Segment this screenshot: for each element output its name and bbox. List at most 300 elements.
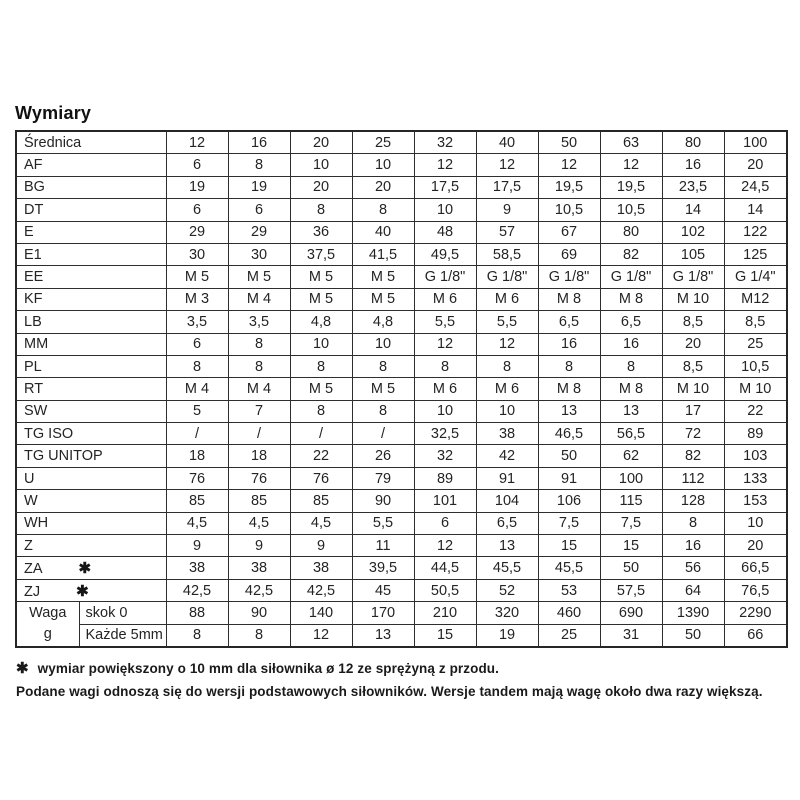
- table-row: [16, 311, 787, 333]
- table-cell: M 3: [166, 288, 228, 310]
- table-cell: 10,5: [538, 199, 600, 221]
- table-cell: 14: [662, 199, 724, 221]
- table-cell: 690: [600, 602, 662, 624]
- table-cell: 14: [724, 199, 787, 221]
- table-row: [16, 535, 787, 557]
- table-cell: 79: [352, 467, 414, 489]
- table-cell: 69: [538, 243, 600, 265]
- table-cell: G 1/8": [538, 266, 600, 288]
- table-cell: 8: [476, 355, 538, 377]
- table-row: [16, 355, 787, 377]
- table-cell: /: [228, 423, 290, 445]
- table-cell: 76: [228, 467, 290, 489]
- table-cell: 12: [414, 333, 476, 355]
- weight-group-label: [16, 602, 79, 647]
- table-cell: 9: [228, 535, 290, 557]
- table-cell: 76: [290, 467, 352, 489]
- table-row: [16, 423, 787, 445]
- table-cell: 8: [290, 400, 352, 422]
- table-cell: 10: [290, 333, 352, 355]
- row-label: [16, 400, 166, 422]
- table-cell: 8: [600, 355, 662, 377]
- table-cell: 64: [662, 579, 724, 601]
- table-cell: 6: [166, 333, 228, 355]
- table-cell: M 5: [352, 378, 414, 400]
- table-cell: 7,5: [538, 512, 600, 534]
- table-cell: 67: [538, 221, 600, 243]
- table-cell: M 10: [662, 288, 724, 310]
- table-cell: 50,5: [414, 579, 476, 601]
- table-cell: 8,5: [662, 311, 724, 333]
- row-label: [16, 243, 166, 265]
- table-cell: 17,5: [476, 176, 538, 198]
- table-row: [16, 557, 787, 579]
- table-cell: 85: [228, 490, 290, 512]
- table-cell: 76: [166, 467, 228, 489]
- dimensions-table: [15, 130, 788, 648]
- weight-group-line: Waga: [29, 604, 67, 621]
- table-cell: 122: [724, 221, 787, 243]
- table-cell: 4,5: [228, 512, 290, 534]
- table-cell: 82: [600, 243, 662, 265]
- table-cell: 38: [290, 557, 352, 579]
- table-cell: 89: [724, 423, 787, 445]
- column-header: 25: [352, 131, 414, 154]
- table-cell: 5: [166, 400, 228, 422]
- table-cell: M 5: [290, 378, 352, 400]
- table-cell: 13: [476, 535, 538, 557]
- table-cell: M 4: [166, 378, 228, 400]
- table-cell: 23,5: [662, 176, 724, 198]
- table-cell: 58,5: [476, 243, 538, 265]
- table-cell: 19: [166, 176, 228, 198]
- table-cell: 16: [662, 154, 724, 176]
- table-cell: 62: [600, 445, 662, 467]
- table-cell: 52: [476, 579, 538, 601]
- table-cell: 90: [228, 602, 290, 624]
- table-cell: 170: [352, 602, 414, 624]
- row-label: [16, 221, 166, 243]
- table-cell: /: [166, 423, 228, 445]
- table-cell: 19: [228, 176, 290, 198]
- table-cell: 8: [352, 400, 414, 422]
- table-cell: 45,5: [538, 557, 600, 579]
- table-row: [16, 445, 787, 467]
- table-cell: 12: [414, 535, 476, 557]
- table-cell: 10: [414, 199, 476, 221]
- table-cell: M 6: [414, 378, 476, 400]
- row-label-text: RT: [24, 380, 44, 397]
- table-cell: G 1/8": [414, 266, 476, 288]
- table-cell: 42,5: [166, 579, 228, 601]
- table-body: [16, 154, 787, 647]
- table-cell: 12: [290, 624, 352, 647]
- column-header: 40: [476, 131, 538, 154]
- row-label-text: DT: [24, 201, 44, 218]
- table-cell: 5,5: [414, 311, 476, 333]
- row-label: [16, 199, 166, 221]
- table-cell: 20: [662, 333, 724, 355]
- table-cell: 4,5: [166, 512, 228, 534]
- table-cell: 1390: [662, 602, 724, 624]
- table-cell: 105: [662, 243, 724, 265]
- table-cell: 91: [476, 467, 538, 489]
- table-cell: 112: [662, 467, 724, 489]
- table-cell: 89: [414, 467, 476, 489]
- table-row: [16, 467, 787, 489]
- table-cell: 22: [290, 445, 352, 467]
- table-row: [16, 602, 787, 624]
- table-cell: 41,5: [352, 243, 414, 265]
- row-label: [16, 378, 166, 400]
- row-label-text: AF: [24, 157, 43, 174]
- table-row: [16, 288, 787, 310]
- table-cell: 106: [538, 490, 600, 512]
- table-cell: 13: [352, 624, 414, 647]
- table-cell: 10: [290, 154, 352, 176]
- row-label-text: BG: [24, 179, 45, 196]
- column-header: 80: [662, 131, 724, 154]
- table-cell: 56,5: [600, 423, 662, 445]
- row-label-text: KF: [24, 291, 43, 308]
- footnotes: [15, 659, 790, 699]
- table-cell: 38: [166, 557, 228, 579]
- table-cell: 3,5: [166, 311, 228, 333]
- table-row: [16, 333, 787, 355]
- row-label-text: LB: [24, 313, 42, 330]
- row-label-text: ZA: [24, 561, 43, 578]
- table-cell: 101: [414, 490, 476, 512]
- table-row: [16, 624, 787, 647]
- table-cell: /: [352, 423, 414, 445]
- table-cell: 140: [290, 602, 352, 624]
- table-cell: M 6: [476, 378, 538, 400]
- row-label: [16, 355, 166, 377]
- row-label-text: Z: [24, 537, 33, 554]
- table-cell: 50: [538, 445, 600, 467]
- weight-sub-label: Każde 5mm: [79, 624, 166, 647]
- table-cell: 4,8: [352, 311, 414, 333]
- table-cell: 12: [476, 154, 538, 176]
- table-cell: 7: [228, 400, 290, 422]
- table-cell: 6: [414, 512, 476, 534]
- table-cell: 36: [290, 221, 352, 243]
- table-cell: G 1/4": [724, 266, 787, 288]
- table-cell: 12: [600, 154, 662, 176]
- table-cell: 8: [352, 199, 414, 221]
- row-label-text: WH: [24, 515, 49, 532]
- table-cell: 24,5: [724, 176, 787, 198]
- table-cell: 46,5: [538, 423, 600, 445]
- table-cell: 10: [352, 333, 414, 355]
- page-title: Wymiary: [15, 103, 92, 123]
- table-cell: 32,5: [414, 423, 476, 445]
- table-cell: 45,5: [476, 557, 538, 579]
- table-cell: 10,5: [600, 199, 662, 221]
- table-cell: 11: [352, 535, 414, 557]
- table-cell: 82: [662, 445, 724, 467]
- row-label: [16, 154, 166, 176]
- table-cell: 17,5: [414, 176, 476, 198]
- table-cell: 49,5: [414, 243, 476, 265]
- table-cell: M 8: [538, 288, 600, 310]
- table-cell: 460: [538, 602, 600, 624]
- footnote-star: [16, 659, 790, 677]
- row-label: [16, 467, 166, 489]
- table-row: [16, 176, 787, 198]
- table-cell: 8,5: [724, 311, 787, 333]
- table-cell: 15: [538, 535, 600, 557]
- table-row: [16, 378, 787, 400]
- table-cell: 20: [352, 176, 414, 198]
- table-row: [16, 243, 787, 265]
- table-row: [16, 490, 787, 512]
- table-row: [16, 400, 787, 422]
- footnote-weights: Podane wagi odnoszą się do wersji podstawowych siłowników. Wersje tandem mają wagę około dwa razy większą.: [16, 683, 763, 699]
- table-cell: 44,5: [414, 557, 476, 579]
- table-cell: 29: [228, 221, 290, 243]
- table-cell: 18: [166, 445, 228, 467]
- table-cell: 133: [724, 467, 787, 489]
- table-cell: M 8: [600, 288, 662, 310]
- row-label-text: ZJ: [24, 583, 41, 600]
- table-cell: 76,5: [724, 579, 787, 601]
- table-cell: M 5: [352, 266, 414, 288]
- table-cell: 29: [166, 221, 228, 243]
- table-cell: 6: [166, 199, 228, 221]
- table-cell: 6: [228, 199, 290, 221]
- table-cell: 128: [662, 490, 724, 512]
- table-row: [16, 266, 787, 288]
- table-cell: 12: [414, 154, 476, 176]
- row-label: [16, 423, 166, 445]
- footnote-star-text: wymiar powiększony o 10 mm dla siłownika ø 12 ze sprężyną z przodu.: [37, 660, 500, 676]
- table-cell: 9: [290, 535, 352, 557]
- row-label-text: W: [24, 492, 38, 509]
- table-cell: 25: [538, 624, 600, 647]
- weight-sub-label: skok 0: [79, 602, 166, 624]
- table-cell: 10: [476, 400, 538, 422]
- table-cell: 8: [228, 355, 290, 377]
- table-cell: 5,5: [476, 311, 538, 333]
- table-cell: 19: [476, 624, 538, 647]
- table-cell: 7,5: [600, 512, 662, 534]
- table-cell: 18: [228, 445, 290, 467]
- table-cell: 42,5: [228, 579, 290, 601]
- table-cell: 115: [600, 490, 662, 512]
- row-label-text: PL: [24, 358, 42, 375]
- table-cell: 8: [228, 154, 290, 176]
- table-cell: 50: [662, 624, 724, 647]
- column-header: 20: [290, 131, 352, 154]
- row-label-text: TG UNITOP: [24, 448, 103, 465]
- table-cell: 66: [724, 624, 787, 647]
- table-cell: 15: [600, 535, 662, 557]
- table-cell: 39,5: [352, 557, 414, 579]
- table-cell: M 4: [228, 288, 290, 310]
- table-cell: 40: [352, 221, 414, 243]
- table-cell: 25: [724, 333, 787, 355]
- table-cell: 37,5: [290, 243, 352, 265]
- table-cell: M 8: [538, 378, 600, 400]
- table-cell: 210: [414, 602, 476, 624]
- table-cell: 22: [724, 400, 787, 422]
- table-cell: 8: [228, 624, 290, 647]
- column-header: 12: [166, 131, 228, 154]
- row-label: [16, 176, 166, 198]
- table-cell: 38: [476, 423, 538, 445]
- table-cell: 9: [166, 535, 228, 557]
- table-cell: 72: [662, 423, 724, 445]
- table-row: [16, 579, 787, 601]
- table-cell: G 1/8": [600, 266, 662, 288]
- row-label: [16, 311, 166, 333]
- column-header: 32: [414, 131, 476, 154]
- row-label: [16, 557, 166, 579]
- table-cell: 50: [600, 557, 662, 579]
- row-label: [16, 490, 166, 512]
- table-cell: 104: [476, 490, 538, 512]
- table-cell: 8: [166, 355, 228, 377]
- table-row: [16, 512, 787, 534]
- table-cell: 6,5: [600, 311, 662, 333]
- table-cell: 12: [538, 154, 600, 176]
- table-cell: 8: [352, 355, 414, 377]
- table-cell: G 1/8": [662, 266, 724, 288]
- table-cell: 88: [166, 602, 228, 624]
- table-cell: 8: [290, 199, 352, 221]
- table-cell: 16: [662, 535, 724, 557]
- row-label-text: SW: [24, 403, 48, 420]
- table-row: [16, 221, 787, 243]
- table-cell: 80: [600, 221, 662, 243]
- table-cell: M12: [724, 288, 787, 310]
- table-cell: 6,5: [476, 512, 538, 534]
- table-cell: M 4: [228, 378, 290, 400]
- row-label: [16, 288, 166, 310]
- table-cell: 42: [476, 445, 538, 467]
- header-row: [16, 131, 787, 154]
- table-row: [16, 154, 787, 176]
- table-cell: 85: [166, 490, 228, 512]
- table-cell: 8: [414, 355, 476, 377]
- table-cell: 38: [228, 557, 290, 579]
- table-cell: G 1/8": [476, 266, 538, 288]
- table-cell: 19,5: [600, 176, 662, 198]
- table-cell: 103: [724, 445, 787, 467]
- table-cell: M 6: [476, 288, 538, 310]
- table-cell: 8: [290, 355, 352, 377]
- table-cell: 125: [724, 243, 787, 265]
- row-label: [16, 535, 166, 557]
- column-header: 100: [724, 131, 787, 154]
- table-cell: M 10: [724, 378, 787, 400]
- table-cell: 53: [538, 579, 600, 601]
- column-header: 63: [600, 131, 662, 154]
- table-cell: M 8: [600, 378, 662, 400]
- table-cell: 16: [538, 333, 600, 355]
- table-cell: 10: [724, 512, 787, 534]
- table-cell: M 5: [228, 266, 290, 288]
- table-cell: 30: [228, 243, 290, 265]
- table-cell: 48: [414, 221, 476, 243]
- asterisk-icon: ✱: [78, 560, 92, 578]
- table-cell: 20: [724, 535, 787, 557]
- table-cell: 20: [290, 176, 352, 198]
- table-cell: 57,5: [600, 579, 662, 601]
- table-cell: 2290: [724, 602, 787, 624]
- table-cell: 10,5: [724, 355, 787, 377]
- table-cell: 31: [600, 624, 662, 647]
- table-cell: 5,5: [352, 512, 414, 534]
- table-cell: 6: [166, 154, 228, 176]
- table-cell: 3,5: [228, 311, 290, 333]
- table-cell: 66,5: [724, 557, 787, 579]
- table-cell: 9: [476, 199, 538, 221]
- table-cell: 8,5: [662, 355, 724, 377]
- table-cell: 4,8: [290, 311, 352, 333]
- table-cell: 45: [352, 579, 414, 601]
- weight-group-line: g: [43, 626, 52, 643]
- table-cell: 8: [662, 512, 724, 534]
- table-cell: 85: [290, 490, 352, 512]
- table-cell: 10: [414, 400, 476, 422]
- table-cell: 20: [724, 154, 787, 176]
- table-cell: 8: [228, 333, 290, 355]
- table-cell: /: [290, 423, 352, 445]
- table-cell: M 5: [290, 288, 352, 310]
- table-cell: 17: [662, 400, 724, 422]
- table-cell: 4,5: [290, 512, 352, 534]
- table-row: [16, 199, 787, 221]
- table-header: [16, 131, 787, 154]
- table-cell: M 5: [290, 266, 352, 288]
- row-label-text: EE: [24, 269, 44, 286]
- table-cell: 26: [352, 445, 414, 467]
- table-cell: 16: [600, 333, 662, 355]
- table-cell: M 5: [352, 288, 414, 310]
- row-label: [16, 579, 166, 601]
- row-label-text: E1: [24, 246, 42, 263]
- table-cell: 12: [476, 333, 538, 355]
- asterisk-icon: ✱: [16, 659, 29, 677]
- row-label-text: U: [24, 470, 35, 487]
- table-cell: 10: [352, 154, 414, 176]
- row-label: [16, 512, 166, 534]
- table-cell: 8: [538, 355, 600, 377]
- column-header: 16: [228, 131, 290, 154]
- table-cell: 19,5: [538, 176, 600, 198]
- table-cell: M 5: [166, 266, 228, 288]
- table-cell: 15: [414, 624, 476, 647]
- row-label: [16, 445, 166, 467]
- row-label: [16, 333, 166, 355]
- table-cell: 153: [724, 490, 787, 512]
- table-cell: 91: [538, 467, 600, 489]
- table-cell: 30: [166, 243, 228, 265]
- table-cell: 13: [600, 400, 662, 422]
- table-cell: 6,5: [538, 311, 600, 333]
- asterisk-icon: ✱: [76, 582, 89, 600]
- table-cell: 56: [662, 557, 724, 579]
- table-cell: 102: [662, 221, 724, 243]
- table-cell: M 6: [414, 288, 476, 310]
- table-cell: 100: [600, 467, 662, 489]
- row-label-text: MM: [24, 336, 49, 353]
- row-label: [16, 266, 166, 288]
- table-cell: 320: [476, 602, 538, 624]
- column-header: 50: [538, 131, 600, 154]
